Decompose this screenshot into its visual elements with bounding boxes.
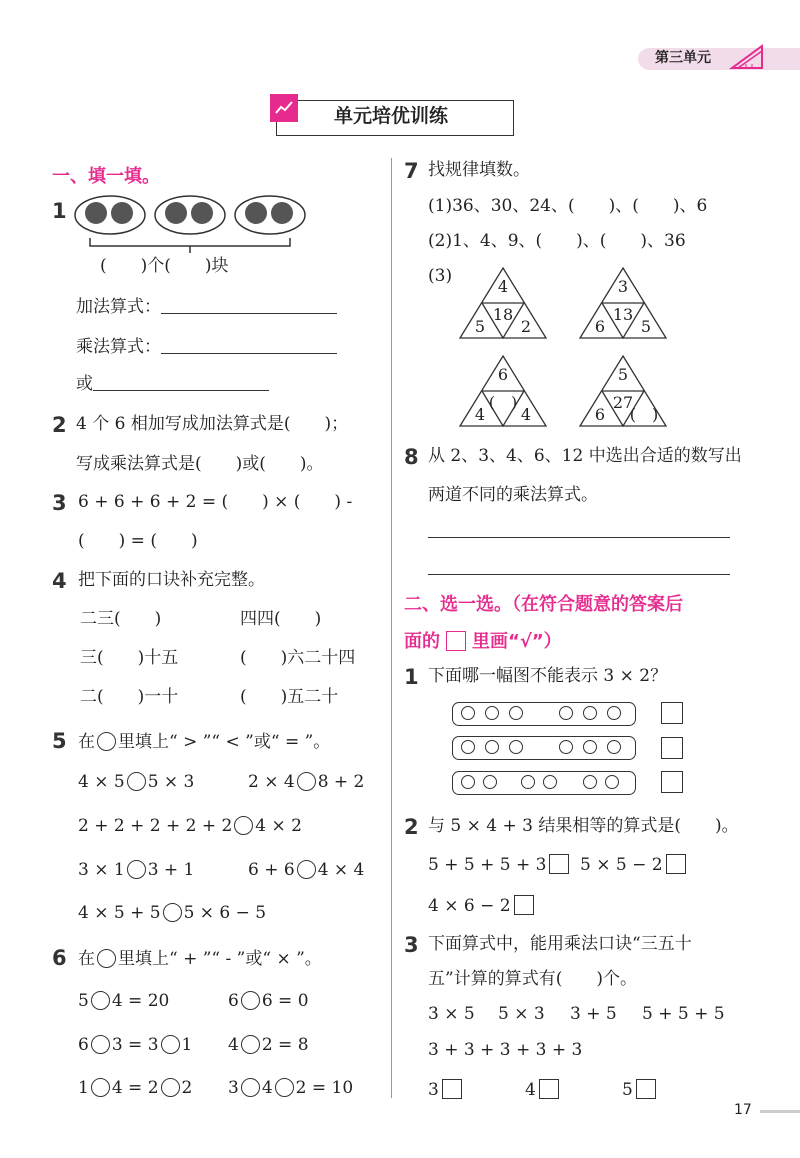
answer-circle[interactable] bbox=[91, 1078, 110, 1097]
choice-text: 5 bbox=[622, 1080, 633, 1100]
answer-checkbox[interactable] bbox=[636, 1079, 656, 1099]
answer-circle[interactable] bbox=[127, 772, 146, 791]
s2-q2-prompt: 与 5 × 4 + 3 结果相等的算式是( )。 bbox=[428, 816, 739, 836]
q6-number: 6 bbox=[52, 946, 67, 970]
q8-answer-line[interactable] bbox=[428, 574, 730, 575]
q5-prompt bbox=[78, 732, 330, 751]
answer-checkbox[interactable] bbox=[442, 1079, 462, 1099]
q8-line2: 两道不同的乘法算式。 bbox=[428, 485, 598, 505]
q6-term: 4 bbox=[228, 1035, 239, 1055]
q5-item bbox=[248, 772, 364, 791]
q6-term: 2 = 10 bbox=[295, 1078, 354, 1098]
q7-line2: (2)1、4、9、( )、( )、36 bbox=[428, 231, 686, 251]
page-title: 单元培优训练 bbox=[334, 105, 449, 127]
tri-center: 13 bbox=[612, 305, 634, 324]
q2-line2: 写成乘法算式是( )或( )。 bbox=[76, 454, 324, 474]
q4-item: 二( )一十 bbox=[80, 687, 179, 707]
q5-item bbox=[78, 816, 302, 835]
option-text: 5 + 5 + 5 + 3 bbox=[428, 855, 547, 875]
q4-item: 四四( ) bbox=[240, 609, 322, 629]
q7-number: 7 bbox=[404, 159, 419, 183]
s2-q2-number: 2 bbox=[404, 815, 419, 839]
s2-q3-number: 3 bbox=[404, 933, 419, 957]
section2-heading-a: 面的 bbox=[404, 631, 440, 652]
answer-circle[interactable] bbox=[241, 1035, 260, 1054]
tri-right: 4 bbox=[520, 405, 532, 424]
q5-left: 3 × 1 bbox=[78, 860, 125, 880]
q1-add-answer-line[interactable] bbox=[161, 313, 337, 314]
q6-prompt-b: 里填上“ + ”“ - ”或“ × ”。 bbox=[118, 949, 322, 969]
s2-q3-line2: 五”计算的算式有( )个。 bbox=[428, 969, 637, 989]
q6-term: 4 = 2 bbox=[111, 1078, 159, 1098]
s2-q3-choice bbox=[622, 1079, 656, 1099]
q4-item: 二三( ) bbox=[80, 609, 162, 629]
q5-item bbox=[78, 860, 194, 879]
q1-mul-answer-line[interactable] bbox=[161, 353, 337, 354]
q6-prompt bbox=[78, 949, 322, 968]
q1-caption: ( )个( )块 bbox=[100, 256, 229, 276]
answer-circle[interactable] bbox=[91, 1035, 110, 1054]
q6-term: 1 bbox=[181, 1035, 193, 1055]
q5-left: 4 × 5 bbox=[78, 772, 125, 792]
q4-prompt: 把下面的口诀补充完整。 bbox=[78, 570, 265, 590]
q5-right: 8 + 2 bbox=[317, 772, 365, 792]
tri-left: 4 bbox=[474, 405, 486, 424]
q4-item: ( )六二十四 bbox=[240, 648, 356, 668]
q8-answer-line[interactable] bbox=[428, 537, 730, 538]
ruler-icon bbox=[728, 40, 768, 72]
s2-q3-expr: 3 + 3 + 3 + 3 + 3 bbox=[428, 1040, 583, 1060]
answer-checkbox[interactable] bbox=[666, 854, 686, 874]
option-text: 5 × 5 − 2 bbox=[580, 855, 663, 875]
circle-group-bar bbox=[452, 736, 636, 760]
s2-q2-option bbox=[580, 854, 686, 874]
q6-item bbox=[78, 1078, 192, 1097]
q5-item bbox=[248, 860, 364, 879]
s2-q3-expr: 3 + 5 bbox=[570, 1004, 617, 1024]
q6-term: 6 bbox=[78, 1035, 89, 1055]
tri-top: 5 bbox=[617, 365, 629, 384]
tri-right: 2 bbox=[520, 317, 532, 336]
q5-item bbox=[78, 903, 266, 922]
q8-number: 8 bbox=[404, 445, 419, 469]
q7-prompt: 找规律填数。 bbox=[428, 160, 530, 180]
q6-term: 3 bbox=[228, 1078, 239, 1098]
answer-circle[interactable] bbox=[161, 1078, 180, 1097]
answer-checkbox[interactable] bbox=[661, 737, 683, 759]
q6-term: 4 = 20 bbox=[111, 991, 170, 1011]
answer-circle[interactable] bbox=[297, 860, 316, 879]
answer-checkbox[interactable] bbox=[514, 895, 534, 915]
answer-circle[interactable] bbox=[297, 772, 316, 791]
circle-group-bar bbox=[452, 702, 636, 726]
q4-item: ( )五二十 bbox=[240, 687, 339, 707]
number-triangle bbox=[458, 354, 548, 428]
s2-q3-choice bbox=[525, 1079, 559, 1099]
tri-top: 6 bbox=[497, 365, 509, 384]
q5-prompt-b: 里填上“ > ”“ < ”或“ = ”。 bbox=[118, 732, 331, 752]
q6-item bbox=[228, 1035, 309, 1054]
q5-left: 2 × 4 bbox=[248, 772, 295, 792]
q5-right: 4 × 4 bbox=[317, 860, 365, 880]
circle-blank-icon bbox=[97, 732, 116, 751]
q5-left: 2 + 2 + 2 + 2 + 2 bbox=[78, 816, 233, 836]
answer-checkbox[interactable] bbox=[661, 771, 683, 793]
number-triangle bbox=[578, 354, 668, 428]
choice-text: 4 bbox=[525, 1080, 536, 1100]
tri-center: 18 bbox=[492, 305, 514, 324]
q3-number: 3 bbox=[52, 491, 67, 515]
column-divider bbox=[391, 158, 392, 1098]
checkbox-icon bbox=[446, 631, 466, 651]
s2-q3-expr: 3 × 5 bbox=[428, 1004, 475, 1024]
q5-number: 5 bbox=[52, 729, 67, 753]
q6-term: 2 bbox=[181, 1078, 193, 1098]
q6-term: 3 = 3 bbox=[111, 1035, 159, 1055]
q6-item bbox=[78, 1035, 192, 1054]
q5-prompt-a: 在 bbox=[78, 732, 95, 752]
tri-left: 6 bbox=[594, 317, 606, 336]
s2-q2-option bbox=[428, 854, 569, 874]
circle-group-bar bbox=[452, 771, 636, 795]
q5-left: 6 + 6 bbox=[248, 860, 295, 880]
s2-q3-choice bbox=[428, 1079, 462, 1099]
q1-or-label bbox=[76, 376, 269, 393]
q7-line1: (1)36、30、24、( )、( )、6 bbox=[428, 196, 708, 216]
section2-heading-cont bbox=[404, 627, 562, 653]
section2-heading: 二、选一选。（在符合题意的答案后 bbox=[404, 594, 683, 615]
mooncake-plates-image bbox=[72, 193, 312, 255]
number-triangle bbox=[458, 266, 548, 340]
s2-q2-option bbox=[428, 895, 534, 915]
q1-mul-text: 乘法算式： bbox=[76, 337, 161, 357]
number-triangle bbox=[578, 266, 668, 340]
q1-mul-label bbox=[76, 339, 337, 356]
answer-checkbox[interactable] bbox=[539, 1079, 559, 1099]
q6-term: 2 = 8 bbox=[261, 1035, 309, 1055]
q6-term: 6 = 0 bbox=[261, 991, 309, 1011]
tri-left: 5 bbox=[474, 317, 486, 336]
q5-left: 4 × 5 + 5 bbox=[78, 903, 161, 923]
s2-q1-prompt: 下面哪一幅图不能表示 3 × 2？ bbox=[428, 666, 668, 686]
unit-label: 第三单元 bbox=[655, 50, 711, 66]
choice-text: 3 bbox=[428, 1080, 439, 1100]
answer-circle[interactable] bbox=[91, 991, 110, 1010]
option-text: 4 × 6 − 2 bbox=[428, 896, 511, 916]
q6-term: 4 bbox=[261, 1078, 273, 1098]
answer-circle[interactable] bbox=[241, 991, 260, 1010]
q6-item bbox=[78, 991, 169, 1010]
q3-line2: ( ) = ( ) bbox=[78, 531, 198, 551]
footer-rule bbox=[760, 1110, 800, 1113]
q1-or-answer-line[interactable] bbox=[93, 390, 269, 391]
page-number: 17 bbox=[734, 1102, 752, 1118]
tri-right[interactable]: ( ) bbox=[629, 405, 659, 424]
answer-circle[interactable] bbox=[127, 860, 146, 879]
q1-or-text: 或 bbox=[76, 374, 93, 394]
q6-item bbox=[228, 991, 309, 1010]
tri-top: 4 bbox=[497, 277, 509, 296]
q6-term: 1 bbox=[78, 1078, 89, 1098]
s2-q3-expr: 5 + 5 + 5 bbox=[642, 1004, 725, 1024]
q7-line3: (3) bbox=[428, 266, 453, 286]
q6-term: 6 bbox=[228, 991, 239, 1011]
q4-number: 4 bbox=[52, 569, 67, 593]
q5-right: 4 × 2 bbox=[255, 816, 302, 836]
q4-item: 三( )十五 bbox=[80, 648, 179, 668]
q8-line1: 从 2、3、4、6、12 中选出合适的数写出 bbox=[428, 446, 742, 466]
q1-number: 1 bbox=[52, 199, 67, 223]
answer-checkbox[interactable] bbox=[661, 702, 683, 724]
tri-center: 27 bbox=[612, 393, 634, 412]
q5-right: 5 × 3 bbox=[147, 772, 195, 792]
q6-term: 5 bbox=[78, 991, 89, 1011]
section2-heading-b: 里画“√”） bbox=[472, 631, 562, 652]
tri-right: 5 bbox=[640, 317, 652, 336]
s2-q1-number: 1 bbox=[404, 665, 419, 689]
q3-line1: 6 + 6 + 6 + 2 = ( ) × ( ) - bbox=[78, 492, 353, 512]
tri-top: 3 bbox=[617, 277, 629, 296]
answer-circle[interactable] bbox=[275, 1078, 294, 1097]
q5-right: 3 + 1 bbox=[147, 860, 195, 880]
q2-line1: 4 个 6 相加写成加法算式是( )； bbox=[76, 414, 349, 434]
s2-q3-line1: 下面算式中，能用乘法口诀“三五十 bbox=[428, 934, 692, 954]
answer-circle[interactable] bbox=[161, 1035, 180, 1054]
answer-circle[interactable] bbox=[241, 1078, 260, 1097]
s2-q3-expr: 5 × 3 bbox=[498, 1004, 545, 1024]
q1-add-label bbox=[76, 299, 337, 316]
q5-item bbox=[78, 772, 194, 791]
q5-right: 5 × 6 − 5 bbox=[183, 903, 267, 923]
tri-left: 6 bbox=[594, 405, 606, 424]
tri-center[interactable]: ( ) bbox=[488, 393, 518, 412]
q2-number: 2 bbox=[52, 413, 67, 437]
circle-blank-icon bbox=[97, 949, 116, 968]
answer-checkbox[interactable] bbox=[549, 854, 569, 874]
trend-icon bbox=[274, 98, 294, 118]
answer-circle[interactable] bbox=[234, 816, 253, 835]
section1-heading: 一、填一填。 bbox=[52, 166, 160, 187]
q6-item bbox=[228, 1078, 353, 1097]
q1-add-text: 加法算式： bbox=[76, 297, 161, 317]
q6-prompt-a: 在 bbox=[78, 949, 95, 969]
answer-circle[interactable] bbox=[163, 903, 182, 922]
